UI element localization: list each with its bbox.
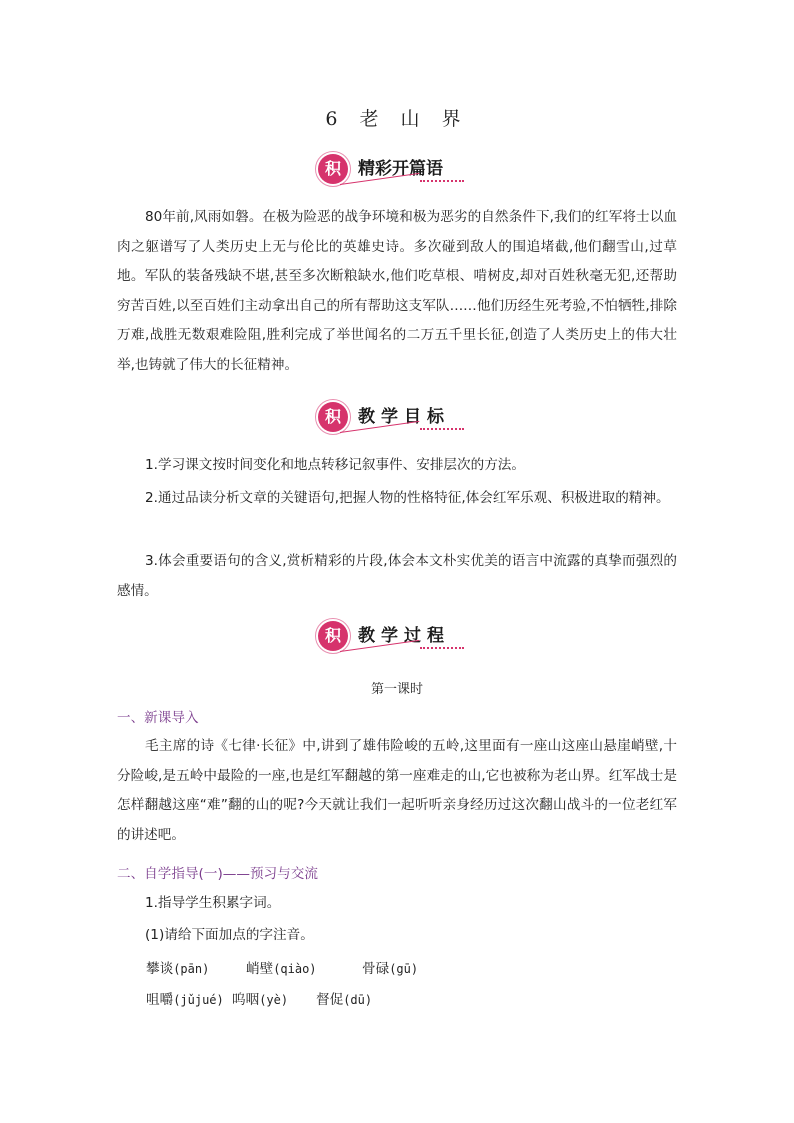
part2-step1: 1.指导学生积累字词。 — [145, 895, 281, 911]
section-badge-icon: 积 — [318, 402, 348, 432]
part1-paragraph: 毛主席的诗《七律·长征》中,讲到了雄伟险峻的五岭,这里面有一座山这座山悬崖峭壁,十分险峻,是五岭中最险的一座,也是红军翻越的第一座难走的山,它也被称为老山界。红军战士是怎样翻越这座“难”翻的山的呢?今天就让我们一起听听亲身经历过这次翻山战斗的一位老红军的讲述吧。 — [117, 738, 677, 843]
vocab-item: 攀谈(pān) — [146, 961, 210, 977]
header-dots — [420, 180, 464, 182]
section-header-goals — [318, 398, 468, 438]
part2-heading: 二、自学指导(一)——预习与交流 — [117, 866, 318, 882]
vocab-item: 咀嚼(jǔjué) — [146, 992, 224, 1008]
vocab-item: 呜咽(yè) — [232, 992, 289, 1008]
goal-item-3: 3.体会重要语句的含义,赏析精彩的片段,体会本文朴实优美的语言中流露的真挚而强烈的感情。 — [117, 553, 677, 599]
vocab-item: 督促(dū) — [316, 992, 373, 1008]
section-heading-opening: 精彩开篇语 — [358, 159, 443, 179]
page-title: 6 老 山 界 — [325, 108, 469, 130]
goal-item-1: 1.学习课文按时间变化和地点转移记叙事件、安排层次的方法。 — [145, 457, 525, 473]
vocab-item: 峭壁(qiào) — [246, 961, 317, 977]
opening-paragraph: 80年前,风雨如磐。在极为险恶的战争环境和极为恶劣的自然条件下,我们的红军将士以血肉之躯谱写了人类历史上无与伦比的英雄史诗。多次碰到敌人的围追堵截,他们翻雪山,过草地。军队的装备残缺不堪,甚至多次断粮缺水,他们吃草根、啃树皮,却对百姓秋毫无犯,还帮助穷苦百姓,以至百姓们主动拿出自己的所有帮助这支军队……他们历经生死考验,不怕牺牲,排除万难,战胜无数艰难险阻,胜利完成了举世闻名的二万五千里长征,创造了人类历史上的伟大壮举,也铸就了伟大的长征精神。 — [117, 209, 678, 373]
goal-item-2: 2.通过品读分析文章的关键语句,把握人物的性格特征,体会红军乐观、积极进取的精神。 — [145, 490, 670, 506]
section-heading-process: 教学过程 — [358, 626, 450, 646]
part1-heading: 一、新课导入 — [117, 710, 199, 726]
vocab-item: 骨碌(gū) — [362, 961, 419, 977]
section-heading-goals: 教学目标 — [358, 407, 450, 427]
vocab-row-1 — [146, 957, 418, 977]
section-badge-icon: 积 — [318, 154, 348, 184]
section-badge-icon: 积 — [318, 621, 348, 651]
header-dots — [420, 428, 464, 430]
header-dots — [420, 647, 464, 649]
vocab-row-2 — [146, 988, 372, 1008]
part2-step1a: (1)请给下面加点的字注音。 — [145, 927, 314, 943]
lesson-label: 第一课时 — [370, 682, 423, 697]
section-header-opening — [318, 150, 468, 190]
section-header-process — [318, 617, 468, 657]
